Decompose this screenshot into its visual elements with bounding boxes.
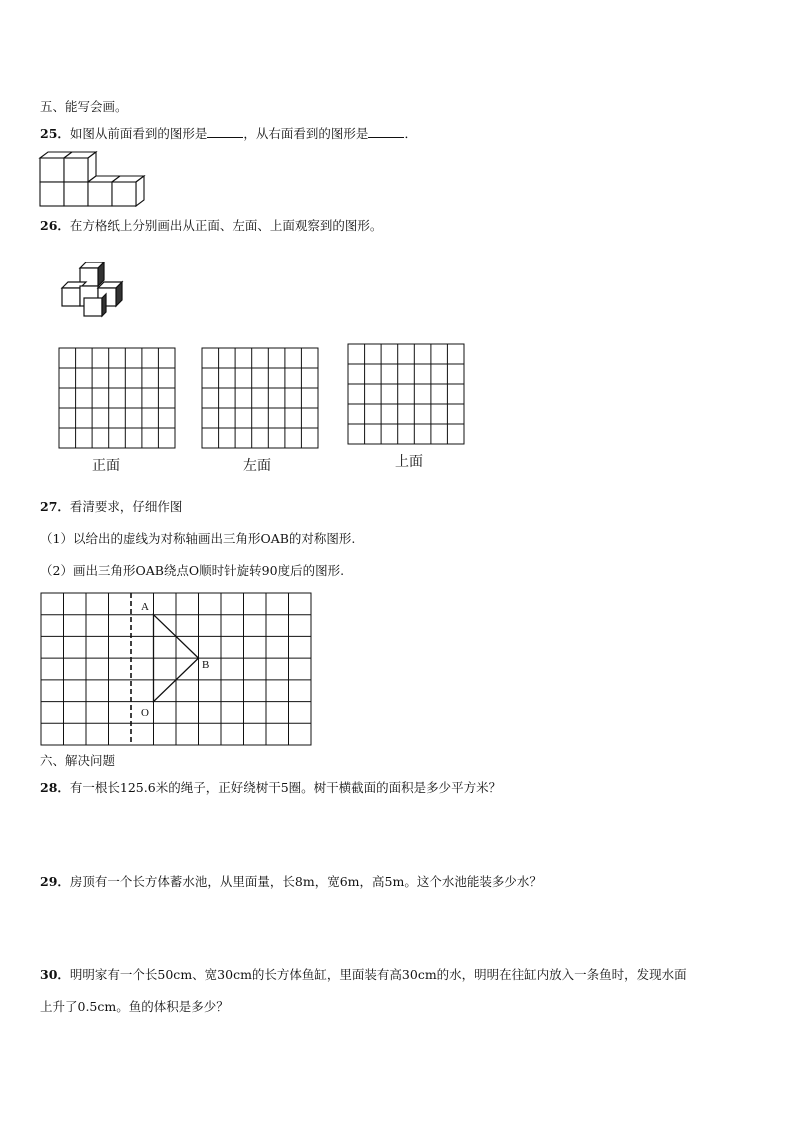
grid-label-front: 正面: [92, 458, 120, 474]
question-27-part-2: （2）画出三角形OAB绕点O顺时针旋转90度后的图形.: [40, 563, 345, 578]
answer-blank[interactable]: [207, 126, 243, 138]
section-six-heading: 六、解决问题: [40, 753, 116, 768]
question-27: [40, 499, 182, 515]
square-grid: [41, 593, 311, 745]
question-25: [40, 126, 417, 142]
cube-cluster-figure-26: [56, 262, 126, 324]
cube-stack-figure-25: [38, 150, 150, 214]
question-30: [40, 967, 687, 983]
question-28: [40, 780, 501, 796]
question-text: 看清要求，仔细作图: [69, 499, 183, 514]
question-number: 26．: [40, 218, 70, 233]
question-27-part-1: （1）以给出的虚线为对称轴画出三角形OAB的对称图形.: [40, 531, 356, 546]
question-text: 有一根长125.6米的绳子，正好绕树干5圈。树干横截面的面积是多少平方米？: [69, 780, 502, 795]
question-number: 25．: [40, 126, 70, 141]
question-text: 在方格纸上分别画出从正面、左面、上面观察到的图形。: [69, 218, 383, 233]
question-number: 27．: [40, 499, 70, 514]
question-text: ．: [404, 126, 417, 141]
question-29: [40, 874, 542, 890]
question-26: [40, 218, 382, 234]
question-30-line-2: 上升了0.5cm。鱼的体积是多少？: [40, 999, 229, 1014]
question-text: 明明家有一个长50cm、宽30cm的长方体鱼缸，里面装有高30cm的水，明明在往缸内放入一条鱼时，发现水面: [69, 967, 687, 982]
answer-blank[interactable]: [368, 126, 404, 138]
question-number: 28．: [40, 780, 70, 795]
point-label-b: B: [202, 659, 210, 671]
grid-label-left: 左面: [243, 458, 271, 474]
point-label-a: A: [141, 601, 149, 613]
question-text: ，从右面看到的图形是: [243, 126, 369, 141]
question-number: 29．: [40, 874, 70, 889]
grid-top-view[interactable]: [347, 343, 467, 447]
question-number: 30．: [40, 967, 70, 982]
grid-front-view[interactable]: [58, 347, 178, 451]
section-five-heading: 五、能写会画。: [40, 99, 128, 114]
triangle-grid-figure[interactable]: [40, 592, 314, 748]
point-label-o: O: [141, 707, 149, 719]
grid-label-top: 上面: [395, 454, 423, 470]
question-text: 如图从前面看到的图形是: [69, 126, 208, 141]
grid-left-view[interactable]: [201, 347, 321, 451]
question-text: 房顶有一个长方体蓄水池，从里面量，长8m，宽6m，高5m。这个水池能装多少水？: [69, 874, 542, 889]
